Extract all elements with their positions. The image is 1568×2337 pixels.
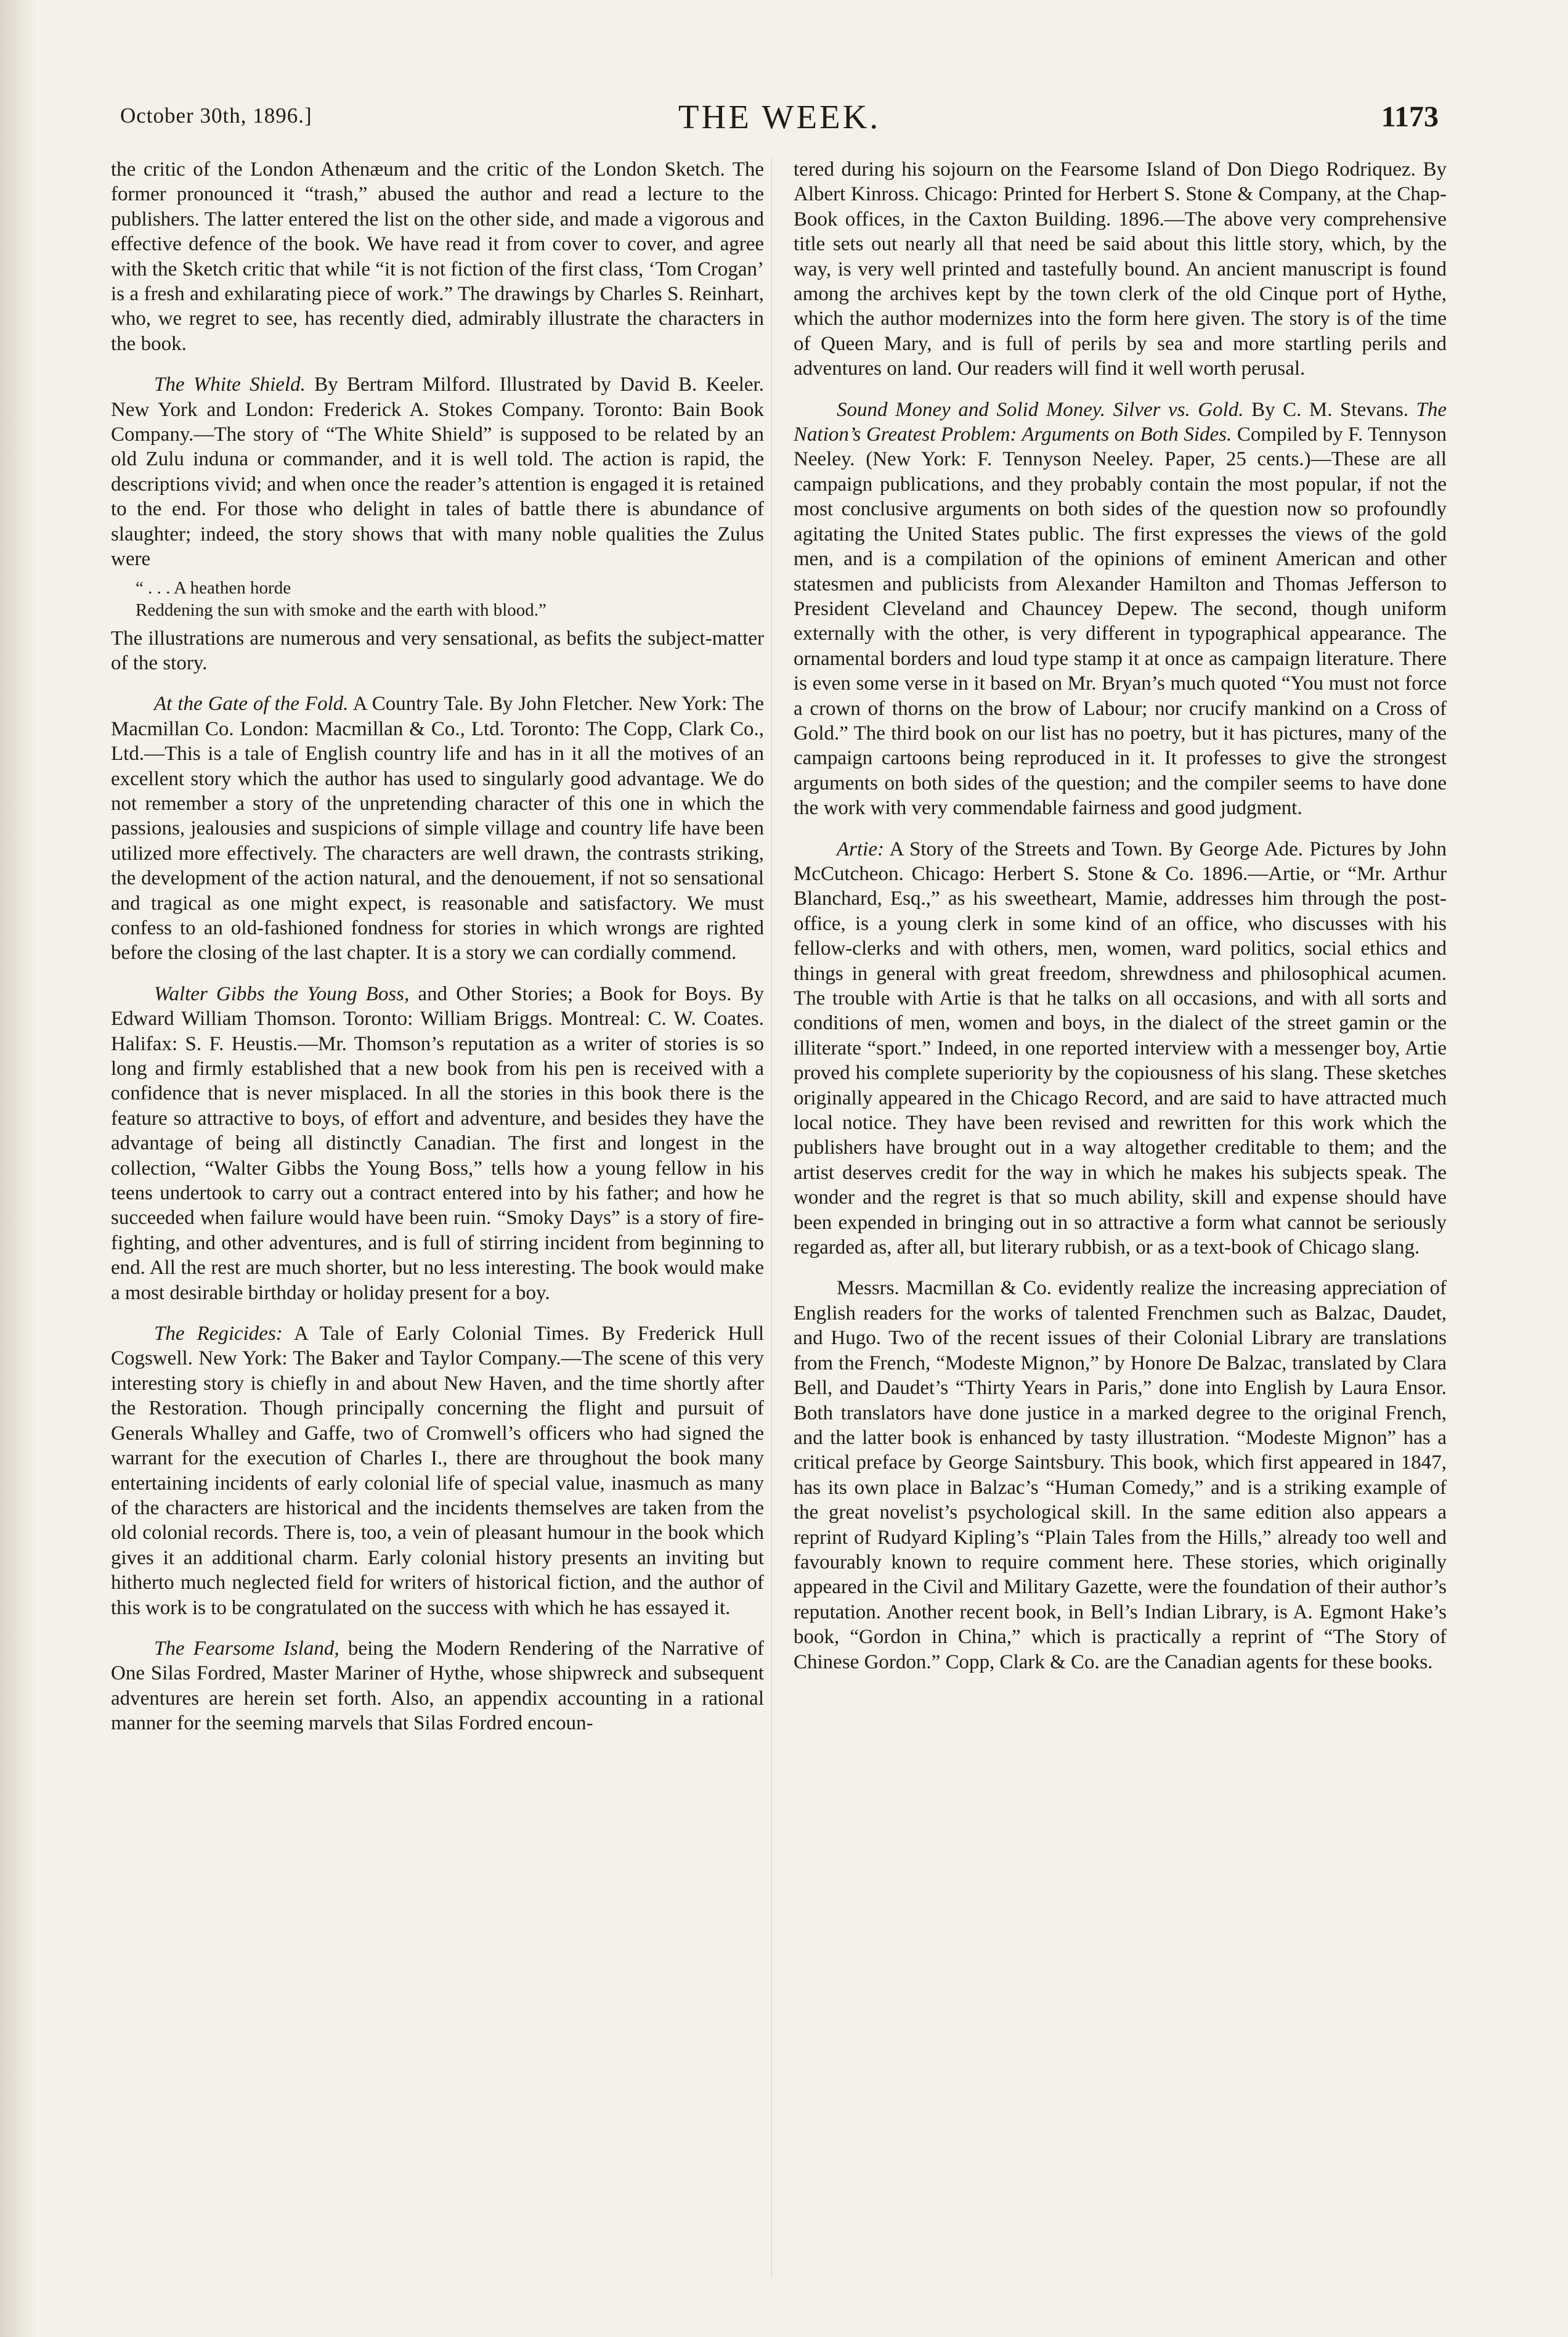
review-text: By C. M. Stevans. — [1243, 398, 1416, 421]
review-text: being the Modern Rendering of the Narrative of One Silas Fordred, Master Mariner of Hythe, whose shipwreck and subsequent adventures are herein set forth. Also, an appendix accounting in a rational manner for the seeming marvels that Silas Fordred encoun- — [111, 1637, 764, 1735]
page-number: 1173 — [1381, 100, 1439, 133]
review-paragraph: the critic of the London Athenæum and the critic of the London Sketch. The former pronounced it “trash,” abused the author and read a lecture to the publishers. The latter entered the list on the other side, and made a vigorous and effective defence of the book. We have read it from cover to cover, and agree with the Sketch critic that while “it is not fiction of the first class, ‘Tom Crogan’ is a fresh and exhilarating piece of work.” The drawings by Charles S. Reinhart, who, we regret to see, has recently died, admirably illustrate the characters in the book. — [111, 158, 764, 355]
review-white-shield — [111, 372, 764, 571]
review-paragraph: tered during his sojourn on the Fearsome Island of Don Diego Rodriquez. By Albert Kinross. Chicago: Printed for Herbert S. Stone & Company, at the Chap-Book offices, in the Caxton Building. 1896.—The above very comprehensive title sets out nearly all that need be said about this little story, which, by the way, is very well printed and tastefully bound. An ancient manuscript is found among the archives kept by the town clerk of the old Cinque port of Hythe, which the author modernizes into the form here given. The story is of the time of Queen Mary, and is full of perils by sea and more startling perils and adventures on land. Our readers will find it well worth perusal. — [794, 158, 1447, 380]
review-artie — [794, 837, 1447, 1260]
review-text: By Bertram Milford. Illustrated by David B. Keeler. New York and London: Frederick A. Stokes Company. Toronto: Bain Book Company.—The story of “The White Shield” is supposed to be related by an old Zulu induna or commander, and it is well told. The action is rapid, the descriptions vivid; and when once the reader’s attention is engaged it is retained to the end. For those who delight in tales of battle there is abundance of slaughter; indeed, the story shows that with many noble qualities the Zulus were — [111, 373, 764, 571]
review-fearsome-island — [111, 1636, 764, 1736]
review-regicides — [111, 1321, 764, 1620]
book-title: The Regicides: — [154, 1323, 283, 1345]
page-header — [120, 97, 1439, 141]
poem-quote-line: Reddening the sun with smoke and the earth with blood.” — [136, 600, 546, 620]
masthead-title: THE WEEK. — [678, 98, 881, 136]
review-text: A Tale of Early Colonial Times. By Frederick Hull Cogswell. New York: The Baker and Taylor Company.—The scene of this very interesting story is chiefly in and about New Haven, and the time shortly after the Restoration. Though principally concerning the flight and pursuit of Generals Whalley and Gaffe, two of Cromwell’s officers who had signed the warrant for the execution of Charles I., there are throughout the book many entertaining incidents of early colonial life of special value, inasmuch as many of the characters are historical and the incidents themselves are taken from the old colonial records. There is, too, a vein of pleasant humour in the book which gives it an additional charm. Early colonial history presents an inviting but hitherto much neglected field for writers of historical fiction, and the author of this work is to be congratulated on the success with which he has essayed it. — [111, 1323, 764, 1619]
right-column — [794, 157, 1447, 2277]
book-title: Sound Money and Solid Money. Silver vs. Gold. — [837, 398, 1244, 421]
column-divider — [771, 157, 772, 2277]
book-title: The Nation’s Greatest Problem: Arguments on Both Sides. — [794, 398, 1447, 446]
review-macmillan: Messrs. Macmillan & Co. evidently realize the increasing appreciation of English readers for the works of talented Frenchmen such as Balzac, Daudet, and Hugo. Two of the recent issues of their Colonial Library are translations from the French, “Modeste Mignon,” by Honore De Balzac, translated by Clara Bell, and Daudet’s “Thirty Years in Paris,” done into English by Laura Ensor. Both translators have done justice in a marked degree to the original French, and the latter book is enhanced by tasty illustration. “Modeste Mignon” has a critical preface by George Saintsbury. This book, which first appeared in 1847, has its own place in Balzac’s “Human Comedy,” and is a striking example of the great novelist’s psychological skill. In the same edition also appears a reprint of Rudyard Kipling’s “Plain Tales from the Hills,” already too well and favourably known to require comment here. These stories, which originally appeared in the Civil and Military Gazette, were the foundation of their author’s reputation. Another recent book, in Bell’s Indian Library, is A. Egmont Hake’s book, “Gordon in China,” which is practically a reprint of “The Story of Chinese Gordon.” Copp, Clark & Co. are the Canadian agents for these books. — [794, 1277, 1447, 1673]
book-title: Artie: — [837, 838, 884, 860]
review-text: and Other Stories; a Book for Boys. By Edward William Thomson. Toronto: William Briggs. Montreal: C. W. Coates. Halifax: S. F. Heustis.—Mr. Thomson’s reputation as a writer of stories is so long and firmly established that a new book from his pen is received with a confidence that is never misplaced. In all the stories in this book there is the feature so attractive to boys, of effort and adventure, and besides they have the advantage of being all distinctly Canadian. The first and longest in the collection, “Walter Gibbs the Young Boss,” tells how a young fellow in his teens undertook to carry out a contract entered into by his father; and how he succeeded when failure would have been ruin. “Smoky Days” is a story of fire-fighting, and other adventures, and is full of stirring incident from beginning to end. All the rest are much shorter, but no less interesting. The book would make a most desirable birthday or holiday present for a boy. — [111, 982, 764, 1304]
book-title: The Fearsome Island, — [154, 1637, 339, 1660]
book-title: At the Gate of the Fold. — [154, 693, 349, 716]
poem-quote-line: “ . . . A heathen horde — [136, 577, 291, 598]
review-text: A Country Tale. By John Fletcher. New York: The Macmillan Co. London: Macmillan & Co., Ltd. Toronto: The Copp, Clark Co., Ltd.—This is a tale of English country life and has in it all the motives of an excellent story which the author has used to singularly good advantage. We do not remember a story of the unpretending character of this one in which the passions, jealousies and suspicions of simple village and country life have been utilized more effectively. The characters are well drawn, the contrasts striking, the development of the action natural, and the denouement, if not so sensational and tragical as one might expect, is reasonable and satisfactory. We must confess to an old-fashioned fondness for stories in which wrongs are righted before the closing of the last chapter. It is a story we can cordially commend. — [111, 693, 764, 965]
review-text: Compiled by F. Tennyson Neeley. (New York: F. Tennyson Neeley. Paper, 25 cents.)—These are all campaign publications, and they probably contain the most popular, if not the most conclusive arguments on both sides of the question now so profoundly agitating the United States public. The first expresses the views of the gold men, and is a compilation of the opinions of eminent American and other statesmen and publicists from Alexander Hamilton and Thomas Jefferson to President Cleveland and Chauncey Depew. The second, though uniform externally with the other, is very different in typographical appearance. The ornamental borders and loud type stamp it at once as campaign literature. There is even some verse in it based on Mr. Bryan’s much quoted “You must not force a crown of thorns on the brow of Labour; nor crucify mankind on a Cross of Gold.” The third book on our list has no poetry, but it has pictures, many of the campaign cartoons being reproduced in it. It professes to give the strongest arguments on both sides of the question; and the compiler seems to have done the work with very commendable fairness and good judgment. — [794, 423, 1447, 820]
review-gate-of-fold — [111, 691, 764, 965]
left-column — [111, 157, 764, 2277]
review-walter-gibbs — [111, 982, 764, 1305]
book-title: Walter Gibbs the Young Boss, — [154, 982, 410, 1005]
review-text: The illustrations are numerous and very sensational, as befits the subject-matter of the story. — [111, 627, 764, 674]
page-binding-edge — [0, 0, 37, 2337]
issue-date: October 30th, 1896.] — [120, 104, 312, 128]
book-title: The White Shield. — [154, 373, 306, 396]
review-text: A Story of the Streets and Town. By George Ade. Pictures by John McCutcheon. Chicago: Herbert S. Stone & Co. 1896.—Artie, or “Mr. Arthur Blanchard, Esq.,” as his sweetheart, Mamie, addresses him through the post-office, is a young clerk in some kind of an office, who discusses with his fellow-clerks and with others, men, women, ward politics, social ethics and things in general with great freedom, shrewdness and philosophical acumen. The trouble with Artie is that he talks on all occasions, and with all sorts and conditions of men, women and boys, in the dialect of the street gamin or the illiterate “sport.” Indeed, in one reported interview with a messenger boy, Artie proved his complete superiority by the copiousness of his slang. These sketches originally appeared in the Chicago Record, and are said to have attracted much local notice. They have been revised and rewritten for this work which the publishers have brought out in a way altogether creditable to them; and the artist deserves credit for the way in which he makes his subjects speak. The wonder and the regret is that so much ability, skill and expense should have been expended in bringing out in so attractive a form what cannot be seriously regarded as, after all, but literary rubbish, or as a text-book of Chicago slang. — [794, 838, 1447, 1259]
review-sound-money — [794, 398, 1447, 821]
